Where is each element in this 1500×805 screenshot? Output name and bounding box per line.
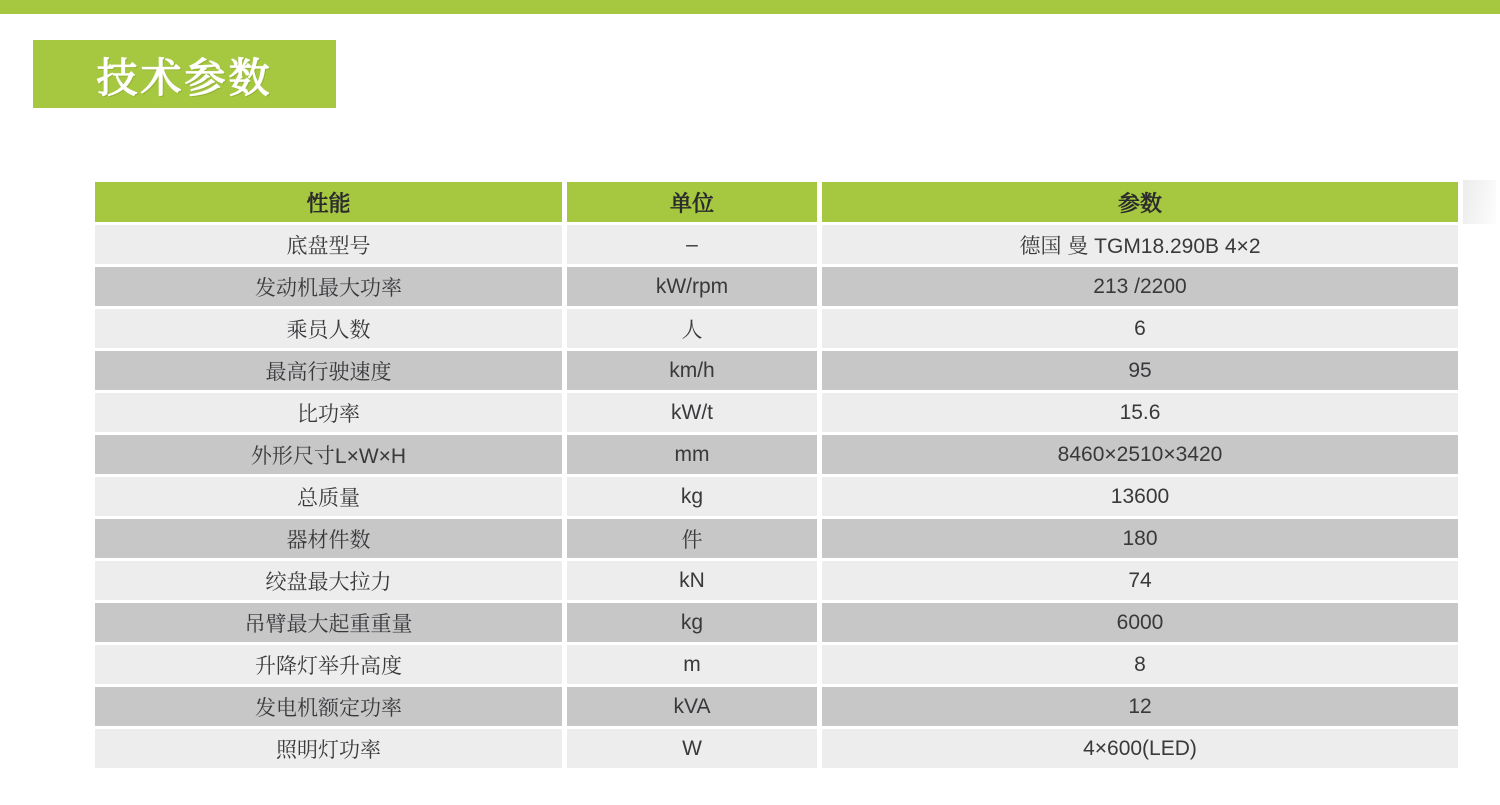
spec-unit-cell: mm: [567, 435, 817, 474]
spec-unit-cell: 件: [567, 519, 817, 558]
spec-name-cell: 吊臂最大起重重量: [95, 603, 562, 642]
column-header-performance: 性能: [95, 182, 562, 222]
spec-value-cell: 15.6: [822, 393, 1458, 432]
spec-value-cell: 德国 曼 TGM18.290B 4×2: [822, 225, 1458, 264]
spec-value-cell: 12: [822, 687, 1458, 726]
spec-unit-cell: –: [567, 225, 817, 264]
spec-name-cell: 乘员人数: [95, 309, 562, 348]
top-accent-strip: [0, 0, 1500, 14]
spec-name-cell: 底盘型号: [95, 225, 562, 264]
spec-value-cell: 213 /2200: [822, 267, 1458, 306]
spec-value-cell: 8460×2510×3420: [822, 435, 1458, 474]
spec-unit-cell: kN: [567, 561, 817, 600]
spec-value-cell: 95: [822, 351, 1458, 390]
spec-unit-cell: m: [567, 645, 817, 684]
spec-unit-cell: kW/rpm: [567, 267, 817, 306]
section-title-badge: 技术参数: [33, 40, 336, 108]
spec-unit-cell: kg: [567, 477, 817, 516]
page-edge-artifact: [1463, 180, 1496, 224]
spec-unit-cell: kW/t: [567, 393, 817, 432]
spec-table: [95, 182, 1458, 768]
spec-value-cell: 6000: [822, 603, 1458, 642]
spec-name-cell: 发电机额定功率: [95, 687, 562, 726]
spec-name-cell: 升降灯举升高度: [95, 645, 562, 684]
spec-name-cell: 照明灯功率: [95, 729, 562, 768]
spec-name-cell: 绞盘最大拉力: [95, 561, 562, 600]
spec-name-cell: 总质量: [95, 477, 562, 516]
spec-unit-cell: kVA: [567, 687, 817, 726]
spec-value-cell: 13600: [822, 477, 1458, 516]
spec-unit-cell: km/h: [567, 351, 817, 390]
column-header-parameter: 参数: [822, 182, 1458, 222]
spec-value-cell: 6: [822, 309, 1458, 348]
spec-value-cell: 74: [822, 561, 1458, 600]
spec-name-cell: 比功率: [95, 393, 562, 432]
spec-value-cell: 8: [822, 645, 1458, 684]
spec-name-cell: 发动机最大功率: [95, 267, 562, 306]
spec-name-cell: 外形尺寸L×W×H: [95, 435, 562, 474]
spec-name-cell: 最高行驶速度: [95, 351, 562, 390]
spec-value-cell: 180: [822, 519, 1458, 558]
spec-name-cell: 器材件数: [95, 519, 562, 558]
spec-unit-cell: kg: [567, 603, 817, 642]
spec-unit-cell: 人: [567, 309, 817, 348]
spec-unit-cell: W: [567, 729, 817, 768]
column-header-unit: 单位: [567, 182, 817, 222]
spec-value-cell: 4×600(LED): [822, 729, 1458, 768]
